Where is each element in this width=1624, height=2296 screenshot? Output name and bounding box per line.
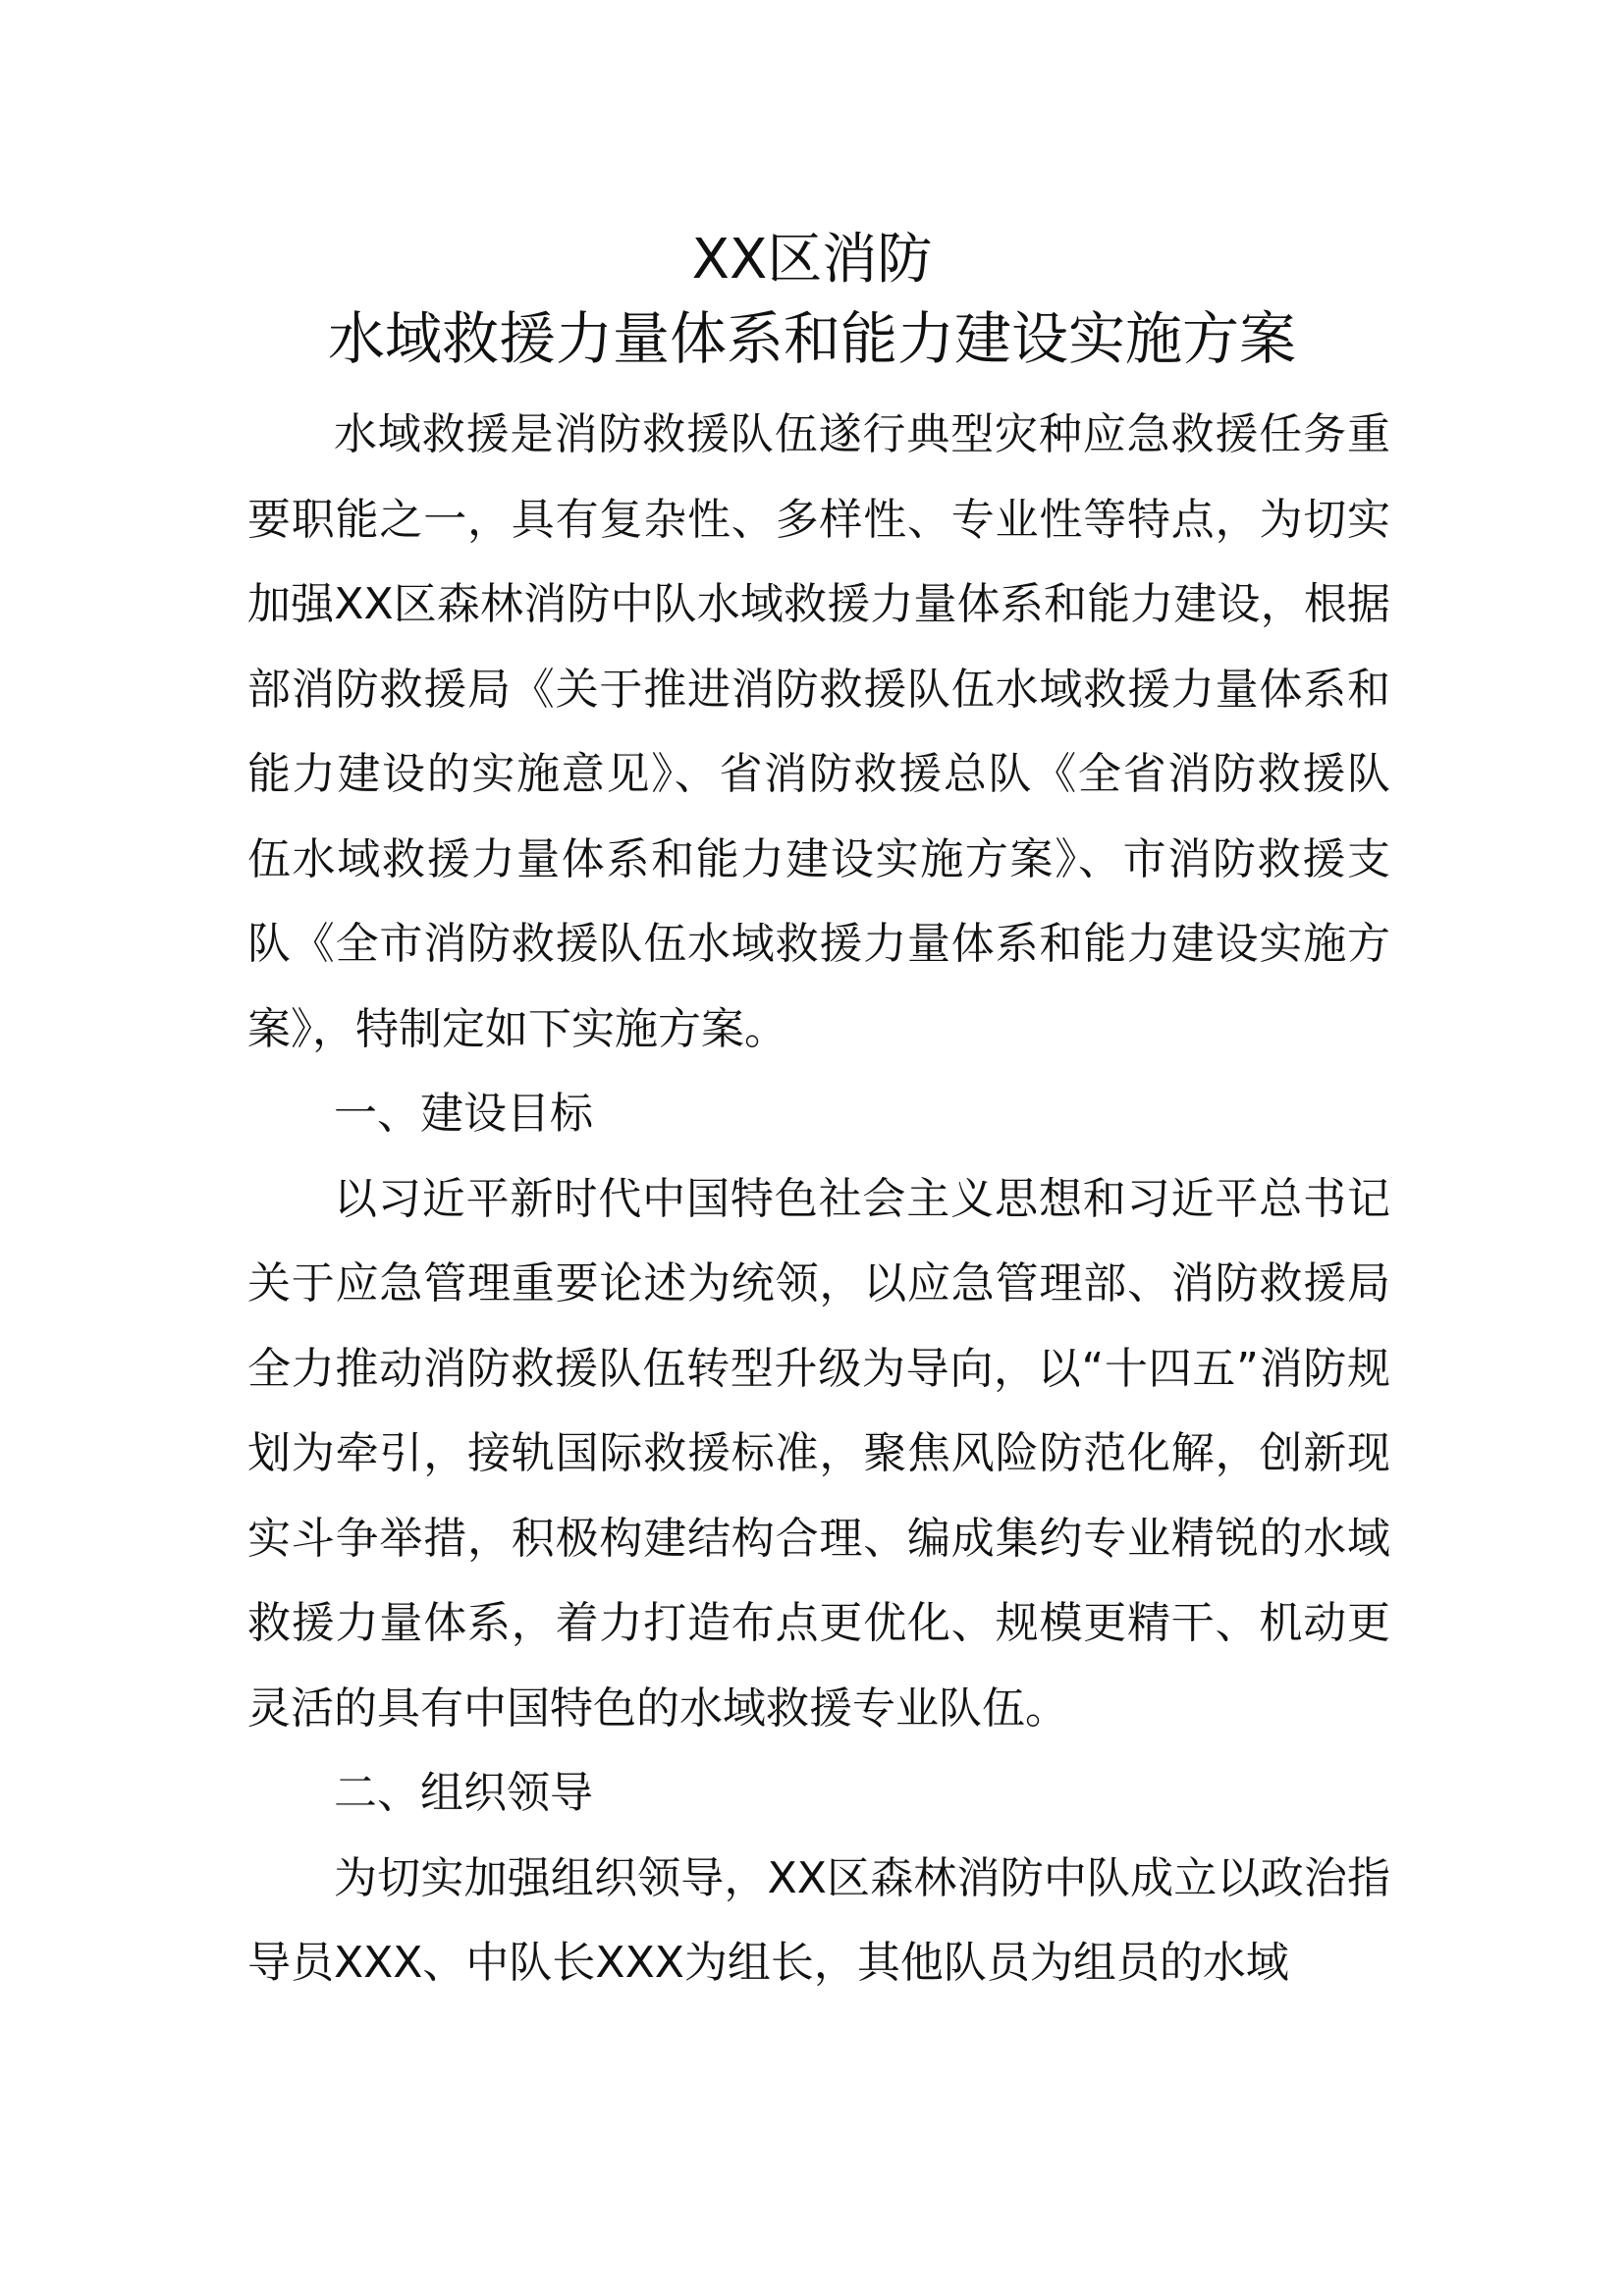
title-line-2-text: 水域救援力量体系和能力建设实施方案 xyxy=(327,305,1296,372)
document-body xyxy=(247,393,1390,2006)
section-heading-goals: 一、建设目标 xyxy=(334,1089,593,1139)
paragraph-goals: 以习近平新时代中国特色社会主义思想和习近平总书记关于应急管理重要论述为统领，以应急管理部、消防救援局全力推动消防救援队伍转型升级为导向，以“十四五”消防规划为牵引，接轨国际救援标准，聚焦风险防范化解，创新现实斗争举措，积极构建结构合理、编成集约专业精锐的水域救援力量体系，着力打造布点更优化、规模更精干、机动更灵活的具有中国特色的水域救援专业队伍。 xyxy=(247,1173,1390,1734)
paragraph-intro: 水域救援是消防救援队伍遂行典型灾种应急救援任务重要职能之一，具有复杂性、多样性、专业性等特点，为切实加强XX区森林消防中队水域救援力量体系和能力建设，根据部消防救援局《关于推进消防救援队伍水域救援力量体系和能力建设的实施意见》、省消防救援总队《全省消防救援队伍水域救援力量体系和能力建设实施方案》、市消防救援支队《全市消防救援队伍水域救援力量体系和能力建设实施方案》，特制定如下实施方案。 xyxy=(247,409,1390,1054)
document-title-line-2 xyxy=(0,300,1624,377)
paragraph-leadership: 为切实加强组织领导，XX区森林消防中队成立以政治指导员XXX、中队长XXX为组长，其他队员为组员的水域 xyxy=(247,1852,1390,1988)
section-heading-leadership: 二、组织领导 xyxy=(334,1768,593,1818)
document-title-line-1 xyxy=(0,224,1624,296)
title-line-1-text: XX区消防 xyxy=(691,228,933,292)
